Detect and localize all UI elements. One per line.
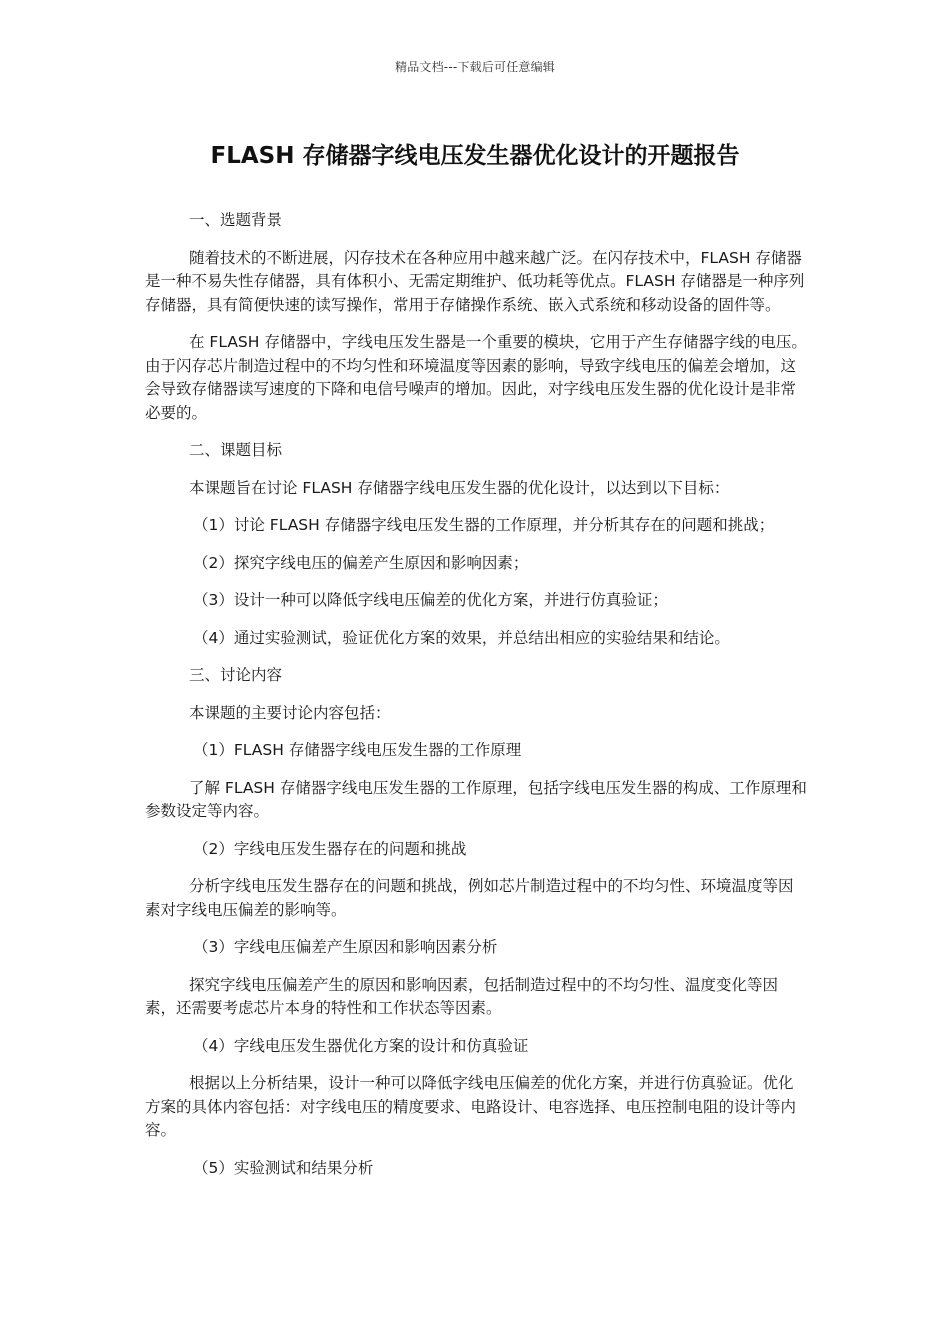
section-heading-goals: 二、课题目标 — [189, 441, 283, 459]
list-item: （2）探究字线电压的偏差产生原因和影响因素； — [193, 553, 529, 572]
header-watermark: 精品文档---下载后可任意编辑 — [395, 60, 555, 74]
paragraph: 本课题旨在讨论 FLASH 存储器字线电压发生器的优化设计，以达到以下目标： — [189, 478, 730, 497]
section-heading-content: 三、讨论内容 — [189, 666, 283, 684]
paragraph: 分析字线电压发生器存在的问题和挑战，例如芯片制造过程中的不均匀性、环境温度等因素对字线电压偏差的影响等。 — [145, 877, 794, 919]
paragraph: 随着技术的不断进展，闪存技术在各种应用中越来越广泛。在闪存技术中，FLASH 存储器是一种不易失性存储器，具有体积小、无需定期维护、低功耗等优点。FLASH 存储器是一种序列存储器，具有简便快速的读写操作，常用于存储操作系统、嵌入式系统和移动设备的固件等。 — [145, 248, 805, 314]
paragraph: 在 FLASH 存储器中，字线电压发生器是一个重要的模块，它用于产生存储器字线的电压。由于闪存芯片制造过程中的不均匀性和环境温度等因素的影响，导致字线电压的偏差会增加，这会导致存储器读写速度的下降和电信号噪声的增加。因此，对字线电压发生器的优化设计是非常必要的。 — [145, 333, 807, 422]
document-title: FLASH 存储器字线电压发生器优化设计的开题报告 — [210, 143, 740, 169]
paragraph: 探究字线电压偏差产生的原因和影响因素，包括制造过程中的不均匀性、温度变化等因素，还需要考虑芯片本身的特性和工作状态等因素。 — [145, 975, 779, 1017]
list-item-title: （4）字线电压发生器优化方案的设计和仿真验证 — [193, 1036, 529, 1055]
list-item-title: （3）字线电压偏差产生原因和影响因素分析 — [193, 938, 498, 956]
list-item-title: （5）实验测试和结果分析 — [193, 1158, 374, 1177]
list-item: （1）讨论 FLASH 存储器字线电压发生器的工作原理，并分析其存在的问题和挑战； — [193, 516, 775, 534]
list-item-title: （2）字线电压发生器存在的问题和挑战 — [193, 839, 467, 858]
section-heading-background: 一、选题背景 — [189, 211, 283, 229]
list-item: （4）通过实验测试，验证优化方案的效果，并总结出相应的实验结果和结论。 — [193, 628, 730, 647]
paragraph: 本课题的主要讨论内容包括： — [189, 703, 391, 722]
paragraph: 了解 FLASH 存储器字线电压发生器的工作原理，包括字线电压发生器的构成、工作原理和参数设定等内容。 — [145, 778, 807, 820]
list-item: （3）设计一种可以降低字线电压偏差的优化方案，并进行仿真验证； — [193, 591, 668, 609]
list-item-title: （1）FLASH 存储器字线电压发生器的工作原理 — [193, 741, 522, 759]
paragraph: 根据以上分析结果，设计一种可以降低字线电压偏差的优化方案，并进行仿真验证。优化方案的具体内容包括：对字线电压的精度要求、电路设计、电容选择、电压控制电阻的设计等内容。 — [145, 1074, 797, 1139]
document-body — [145, 209, 807, 1180]
